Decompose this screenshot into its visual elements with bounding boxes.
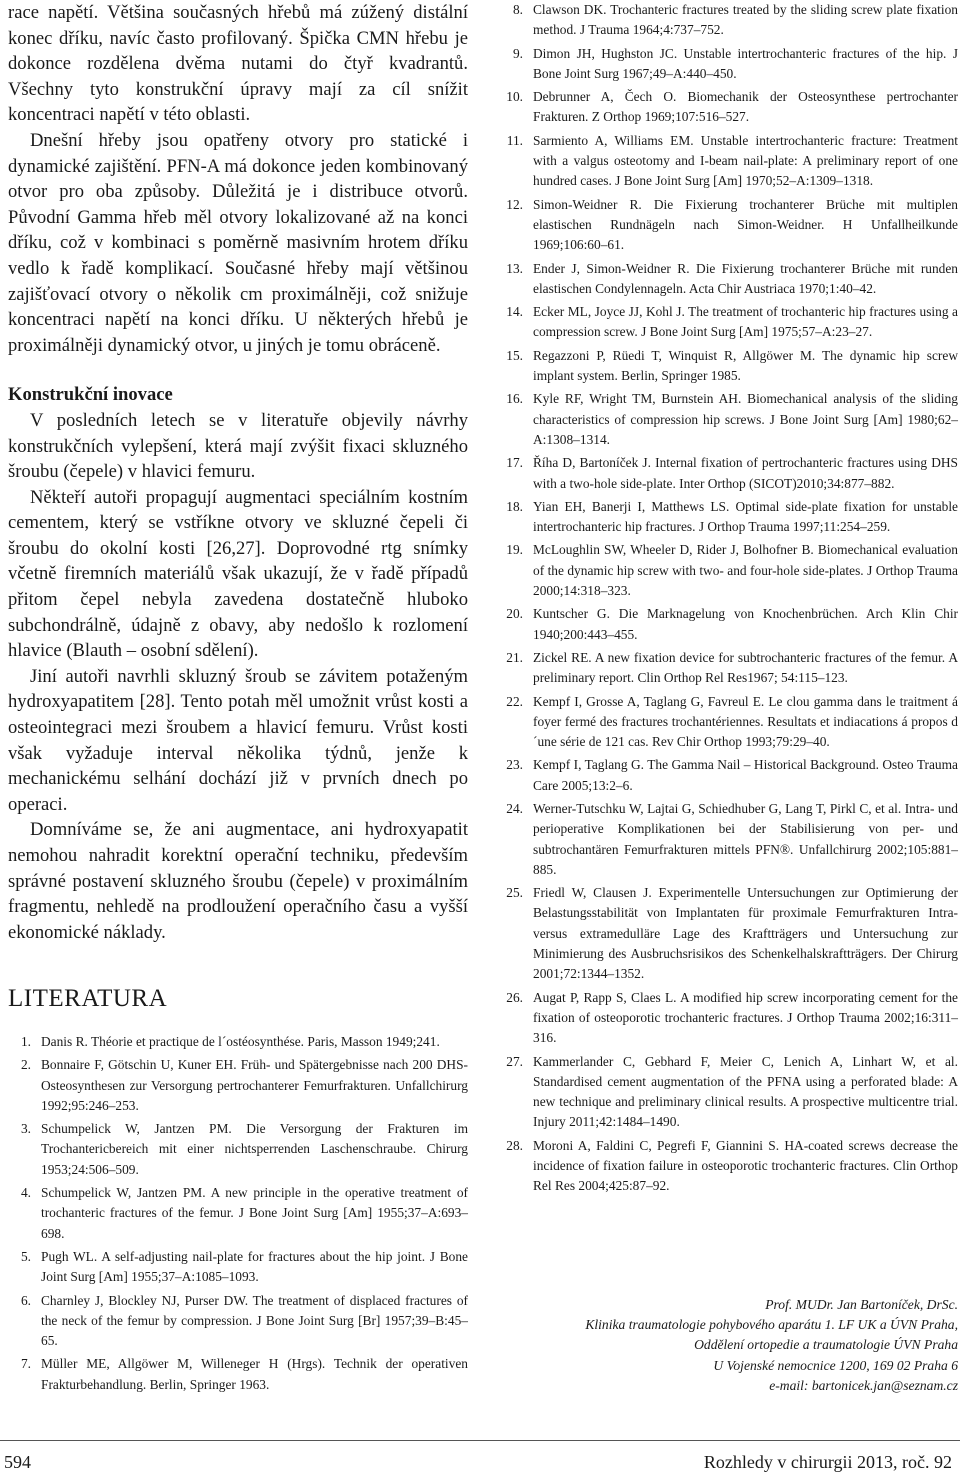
reference-number: 13.	[506, 260, 523, 276]
reference-number: 11.	[506, 132, 523, 148]
reference-item	[500, 1136, 958, 1197]
reference-text: Augat P, Rapp S, Claes L. A modified hip screw incorporating cement for the fixation of osteoporotic trochanteric fractures. J Orthop Trauma 2002;16:311–316.	[533, 989, 958, 1046]
signature-line: Oddělení ortopedie a traumatologie ÚVN Praha	[694, 1337, 958, 1353]
reference-item	[500, 302, 958, 343]
reference-text: McLoughlin SW, Wheeler D, Rider J, Bolhofner B. Biomechanical evaluation of the dynamic hip screw with two- and four-hole side-plates. J Orthop Trauma 2000;14:318–323.	[533, 542, 958, 599]
reference-text: Kyle RF, Wright TM, Burnstein AH. Biomechanical analysis of the sliding characteristics of compression hip screws. J Bone Joint Surg [Am] 1980;62–A:1308–1314.	[533, 391, 958, 447]
literature-heading: LITERATURA	[8, 985, 168, 1012]
reference-text: Yian EH, Banerji I, Matthews LS. Optimal side-plate fixation for unstable intertrochanteric hip fractures. J Orthop Trauma 1997;11:254–259.	[533, 498, 958, 535]
left-column	[8, 0, 468, 945]
page-number: 594	[4, 1452, 31, 1472]
paragraph: Jiní autoři navrhli skluzný šroub se závitem potaženým hydroxyapatitem [28]. Tento potah měl umožnit vrůst kosti a osteointegraci mezi šroubem a hlavicí femuru. Vrůst kosti však vyžaduje interval několika týdnů, jenže k mechanickému selhání dochází již v prvních dnech po operaci.	[8, 665, 468, 815]
reference-text: Danis R. Théorie et practique de l´ostéosynthése. Paris, Masson 1949;241.	[41, 1034, 440, 1049]
reference-item	[8, 1291, 468, 1352]
reference-number: 23.	[506, 757, 523, 773]
section-text	[8, 408, 468, 945]
reference-text: Ecker ML, Joyce JJ, Kohl J. The treatment of trochanteric hip fractures using a compression screw. J Bone Joint Surg [Am] 1975;57–A:23–27.	[533, 304, 958, 340]
reference-text: Sarmiento A, Williams EM. Unstable intertrochanteric fracture: Treatment with a valgus osteotomy and I-beam nail-plate: A preliminary report of one hundred cases. J Bone Joint Surg [Am] 1970;52–A:1309–1318.	[533, 132, 958, 189]
reference-number: 3.	[20, 1121, 31, 1137]
author-signature-block	[585, 1295, 958, 1396]
reference-number: 21.	[506, 649, 523, 665]
paragraph: Někteří autoři propagují augmentaci speciálním kostním cementem, který se vstříkne otvory ve skluzné čepeli či šroubu do okolní kosti [26,27]. Doprovodné rtg snímky včetně firemních materiálů však ukazují, že v řadě případů přitom čepel nebyla zavedena dostatečně hluboko subchondrálně, údajně z obavy, aby nedošlo k rozlomení hlavice (Blauth – osobní sdělení).	[8, 486, 468, 662]
reference-item	[500, 259, 958, 300]
reference-number: 22.	[506, 693, 523, 709]
reference-item	[500, 799, 958, 880]
reference-item	[500, 453, 958, 494]
reference-number: 16.	[506, 391, 523, 407]
signature-line: U Vojenské nemocnice 1200, 169 02 Praha 6	[713, 1357, 958, 1373]
reference-text: Moroni A, Faldini C, Pegrefi F, Giannini S. HA-coated screws decrease the incidence of fixation failure in osteoporotic trochanteric fractures. Clin Orthop Rel Res 2004;425:87–92.	[533, 1137, 958, 1194]
reference-text: Říha D, Bartoníček J. Internal fixation of pertrochanteric fractures using DHS with a two-hole side-plate. Inter Orthop (SICOT)2010;34:877–882.	[533, 455, 958, 491]
reference-item	[500, 44, 958, 85]
reference-text: Zickel RE. A new fixation device for subtrochanteric fractures of the femur. A preliminary report. Clin Orthop Rel Res1967; 54:115–123.	[533, 649, 958, 686]
reference-number: 18.	[506, 498, 523, 514]
reference-text: Ender J, Simon-Weidner R. Die Fixierung trochanterer Brüche mit runden elastischen Condylennageln. Acta Chir Austriaca 1970;1:40–42.	[533, 260, 958, 296]
reference-number: 6.	[20, 1292, 31, 1308]
reference-text: Kuntscher G. Die Marknagelung von Knochenbrüchen. Arch Klin Chir 1940;200:443–455.	[533, 606, 958, 642]
signature-line: Prof. MUDr. Jan Bartoníček, DrSc.	[765, 1297, 958, 1312]
reference-text: Debrunner A, Čech O. Biomechanik der Osteosynthese pertrochanter Frakturen. Z Orthop 1969;107:516–527.	[533, 89, 958, 125]
reference-item	[500, 195, 958, 256]
reference-number: 9.	[512, 45, 523, 61]
reference-text: Werner-Tutschku W, Lajtai G, Schiedhuber G, Lang T, Pirkl C, et al. Intra- und perioperative Komplikationen bei der Stabilisierung von per- und subtrochantären Femurfrakturen mittels PFN®. Unfallchirurg 2002;105:881–885.	[533, 800, 958, 877]
references-list-left	[8, 1032, 468, 1398]
reference-text: Dimon JH, Hughston JC. Unstable intertrochanteric fractures of the hip. J Bone Joint Surg 1967;49–A:440–450.	[533, 45, 958, 81]
reference-number: 14.	[506, 304, 523, 320]
paragraph: race napětí. Většina současných hřebů má zúžený distální konec dříku, navíc často profilovaný. Špička CMN hřebu je dokonce rozdělena dvěma nutami do čtyř kvadrantů. Všechny tyto konstrukční úpravy mají za cíl snížit koncentraci napětí v této oblasti.	[8, 2, 468, 126]
reference-item	[500, 131, 958, 192]
reference-item	[8, 1354, 468, 1395]
reference-text: Simon-Weidner R. Die Fixierung trochanterer Brüche mit multiplen elastischen Rundnägeln nach Simon-Weidner. H Unfallheilkunde 1969;106:60–61.	[533, 196, 958, 253]
reference-number: 4.	[20, 1185, 31, 1201]
footer-divider	[0, 1440, 960, 1441]
section-heading: Konstrukční inovace	[8, 384, 173, 406]
reference-number: 24.	[506, 800, 523, 816]
signature-line: e-mail: bartonicek.jan@seznam.cz	[769, 1377, 958, 1393]
reference-item	[500, 648, 958, 689]
reference-number: 5.	[20, 1248, 31, 1264]
reference-number: 19.	[506, 542, 523, 558]
reference-number: 26.	[506, 989, 523, 1005]
paragraph: Domníváme se, že ani augmentace, ani hydroxyapatit nemohou nahradit korektní operační techniku, především správné postavení skluzného šroubu (čepele) v proximálním fragmentu, nehledě na prodloužení operačního času a vyšší ekonomické náklady.	[8, 819, 468, 943]
reference-text: Müller ME, Allgöwer M, Willeneger H (Hrgs). Technik der operativen Frakturbehandlung. Berlin, Springer 1963.	[41, 1356, 468, 1392]
reference-number: 27.	[506, 1053, 523, 1069]
reference-number: 8.	[512, 2, 523, 17]
reference-text: Clawson DK. Trochanteric fractures treated by the sliding screw plate fixation method. J Trauma 1964;4:737–752.	[533, 2, 958, 38]
reference-item	[8, 1032, 468, 1052]
reference-item	[500, 755, 958, 796]
reference-item	[8, 1247, 468, 1288]
reference-text: Friedl W, Clausen J. Experimentelle Untersuchungen zur Optimierung der Belastungsstabilität von Implantaten für proximale Femurfrakturen Intra- versus extramedulläre Lage des Kraftträgers und Untersuchung zur Minimierung des Ausbruchsrisikos des Schenkelhalskraftträgers. Der Chirurg 2001;72:1344–1352.	[533, 885, 958, 982]
reference-text: Regazzoni P, Rüedi T, Winquist R, Allgöwer M. The dynamic hip screw implant system. Berlin, Springer 1985.	[533, 347, 958, 384]
reference-text: Kempf I, Grosse A, Taglang G, Favreul E. Le clou gamma dans le traitment á foyer fermé des fractures trochantériennes. Resultats et indiacations á propos d´une série de 121 cas. Rev Chir Orthop 1993;79:29–40.	[533, 693, 958, 750]
reference-text: Charnley J, Blockley NJ, Purser DW. The treatment of displaced fractures of the neck of the femur by compression. J Bone Joint Surg [Br] 1957;39–B:45–65.	[41, 1292, 468, 1349]
reference-item	[500, 497, 958, 538]
reference-item	[8, 1055, 468, 1116]
reference-number: 1.	[20, 1034, 31, 1049]
reference-number: 10.	[506, 89, 523, 105]
reference-number: 7.	[20, 1356, 31, 1372]
reference-item	[500, 988, 958, 1049]
reference-item	[500, 604, 958, 645]
reference-number: 20.	[506, 606, 523, 622]
reference-item	[500, 540, 958, 601]
paragraph: Dnešní hřeby jsou opatřeny otvory pro statické i dynamické zajištění. PFN-A má dokonce jeden kombinovaný otvor pro oba způsoby. Důležitá je i distribuce otvorů. Původní Gamma hřeb měl otvory lokalizované až na konci dříku, což v kombinaci s poměrně masivním hrotem dříku vedlo k řadě komplikací. Současné hřeby mají většinou zajišťovací otvory o několik cm proximálněji, což snižuje koncentraci napětí na konci dříku. U některých hřebů je proximálněji dynamický otvor, u jiných je tomu obráceně.	[8, 129, 468, 356]
reference-item	[500, 692, 958, 753]
reference-item	[8, 1183, 468, 1244]
reference-number: 25.	[506, 885, 523, 901]
reference-item	[500, 346, 958, 387]
references-list-right	[500, 0, 958, 1200]
reference-number: 2.	[20, 1057, 31, 1073]
reference-item	[500, 0, 958, 41]
reference-text: Bonnaire F, Götschin U, Kuner EH. Früh- und Spätergebnisse nach 200 DHS-Osteosynthesen zur Versorgung pertrochanterer Femurfrakturen. Unfallchirurg 1992;95:246–253.	[41, 1057, 468, 1113]
reference-number: 12.	[506, 196, 523, 212]
reference-text: Kammerlander C, Gebhard F, Meier C, Lenich A, Linhart W, et al. Standardised cement augmentation of the PFNA using a perforated blade: A new technique and preliminary clinical results. A prospective multicentre trial. Injury 2011;42:1484–1490.	[533, 1053, 958, 1130]
reference-number: 15.	[506, 347, 523, 363]
paragraph: V posledních letech se v literatuře objevily návrhy konstrukčních vylepšení, která mají zvýšit fixaci skluzného šroubu (čepele) v hlavici femuru.	[8, 409, 468, 483]
journal-citation: Rozhledy v chirurgii 2013, roč. 92	[703, 1452, 952, 1472]
reference-text: Pugh WL. A self-adjusting nail-plate for fractures about the hip joint. J Bone Joint Surg [Am] 1955;37–A:1085–1093.	[41, 1248, 468, 1285]
reference-number: 28.	[506, 1137, 523, 1153]
reference-item	[500, 389, 958, 450]
reference-text: Kempf I, Taglang G. The Gamma Nail – Historical Background. Osteo Trauma Care 2005;13:2–6.	[533, 757, 958, 793]
signature-line: Klinika traumatologie pohybového aparátu 1. LF UK a ÚVN Praha,	[585, 1317, 958, 1333]
reference-item	[500, 1052, 958, 1133]
reference-text: Schumpelick W, Jantzen PM. A new principle in the operative treatment of trochanteric fractures of the femur. J Bone Joint Surg [Am] 1955;37–A:693–698.	[41, 1185, 468, 1241]
reference-text: Schumpelick W, Jantzen PM. Die Versorgung der Frakturen im Trochantericbereich mit einer nichtsperrenden Laschenschraube. Chirurg 1953;24:506–509.	[41, 1121, 468, 1177]
reference-item	[500, 883, 958, 984]
intro-text	[8, 0, 468, 358]
reference-number: 17.	[506, 455, 523, 471]
reference-item	[500, 87, 958, 128]
reference-item	[8, 1119, 468, 1180]
